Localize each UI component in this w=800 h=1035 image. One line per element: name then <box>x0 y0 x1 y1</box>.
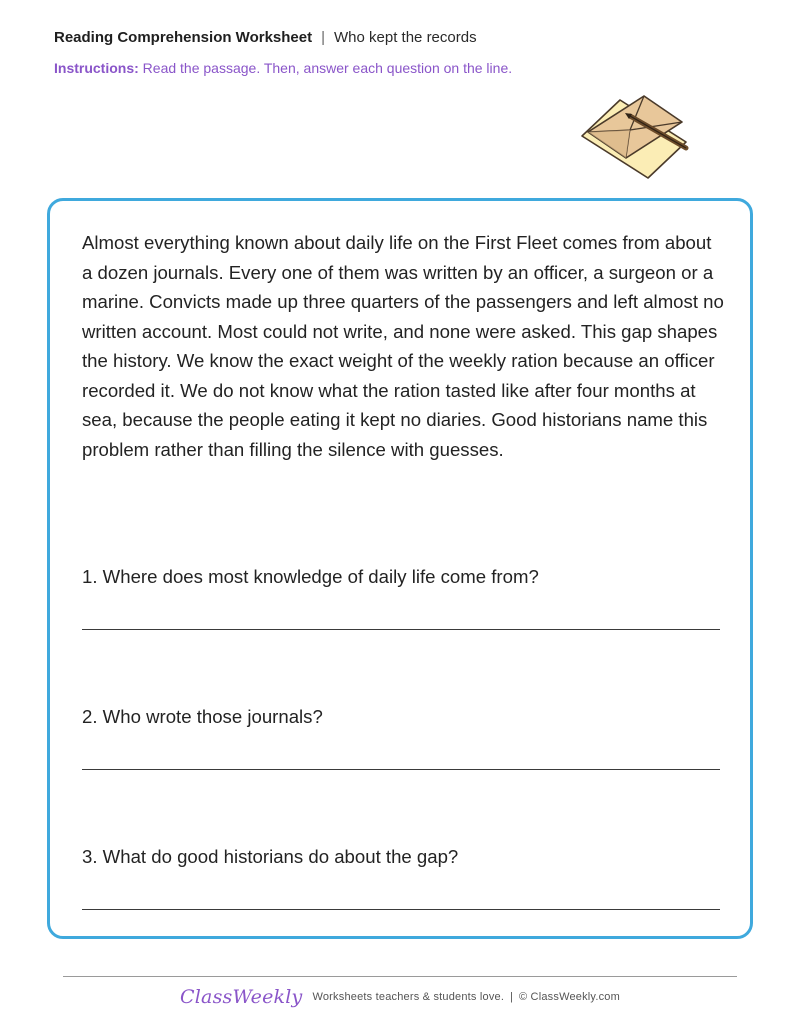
footer-tagline: Worksheets teachers & students love. <box>312 991 505 1003</box>
footer-copyright: © ClassWeekly.com <box>519 991 620 1003</box>
envelope-letter-pen-icon <box>578 92 690 184</box>
question-3: 3. What do good historians do about the gap? <box>82 846 459 867</box>
instructions <box>54 58 514 79</box>
footer-separator: | <box>510 991 513 1003</box>
question-1: 1. Where does most knowledge of daily life come from? <box>82 566 539 587</box>
instructions-text: Read the passage. Then, answer each question on the line. <box>142 60 513 76</box>
header-separator: | <box>321 29 326 46</box>
footer <box>0 986 800 1008</box>
instructions-label: Instructions: <box>54 60 139 76</box>
brand-logo: ClassWeekly <box>180 986 303 1008</box>
reading-passage: Almost everything known about daily life on the First Fleet comes from about a dozen journals. Every one of them was written by an officer, a surgeon or a marine. Convicts made up three quarters of the passengers and left almost no written account. Most could not write, and none were asked. This gap shapes the history. We know the exact weight of the weekly ration because an officer recorded it. We do not know what the ration tasted like after four months at sea, because the people eating it kept no diaries. Good historians name this problem rather than filling the silence with guesses. <box>82 232 724 460</box>
worksheet-header <box>54 28 477 48</box>
answer-line-2[interactable] <box>82 769 720 770</box>
worksheet-subtitle: Who kept the records <box>334 29 477 46</box>
answer-line-1[interactable] <box>82 629 720 630</box>
question-2: 2. Who wrote those journals? <box>82 706 323 727</box>
answer-line-3[interactable] <box>82 909 720 910</box>
footer-divider <box>63 976 737 977</box>
passage-card <box>47 198 753 939</box>
worksheet-title: Reading Comprehension Worksheet <box>54 29 313 46</box>
